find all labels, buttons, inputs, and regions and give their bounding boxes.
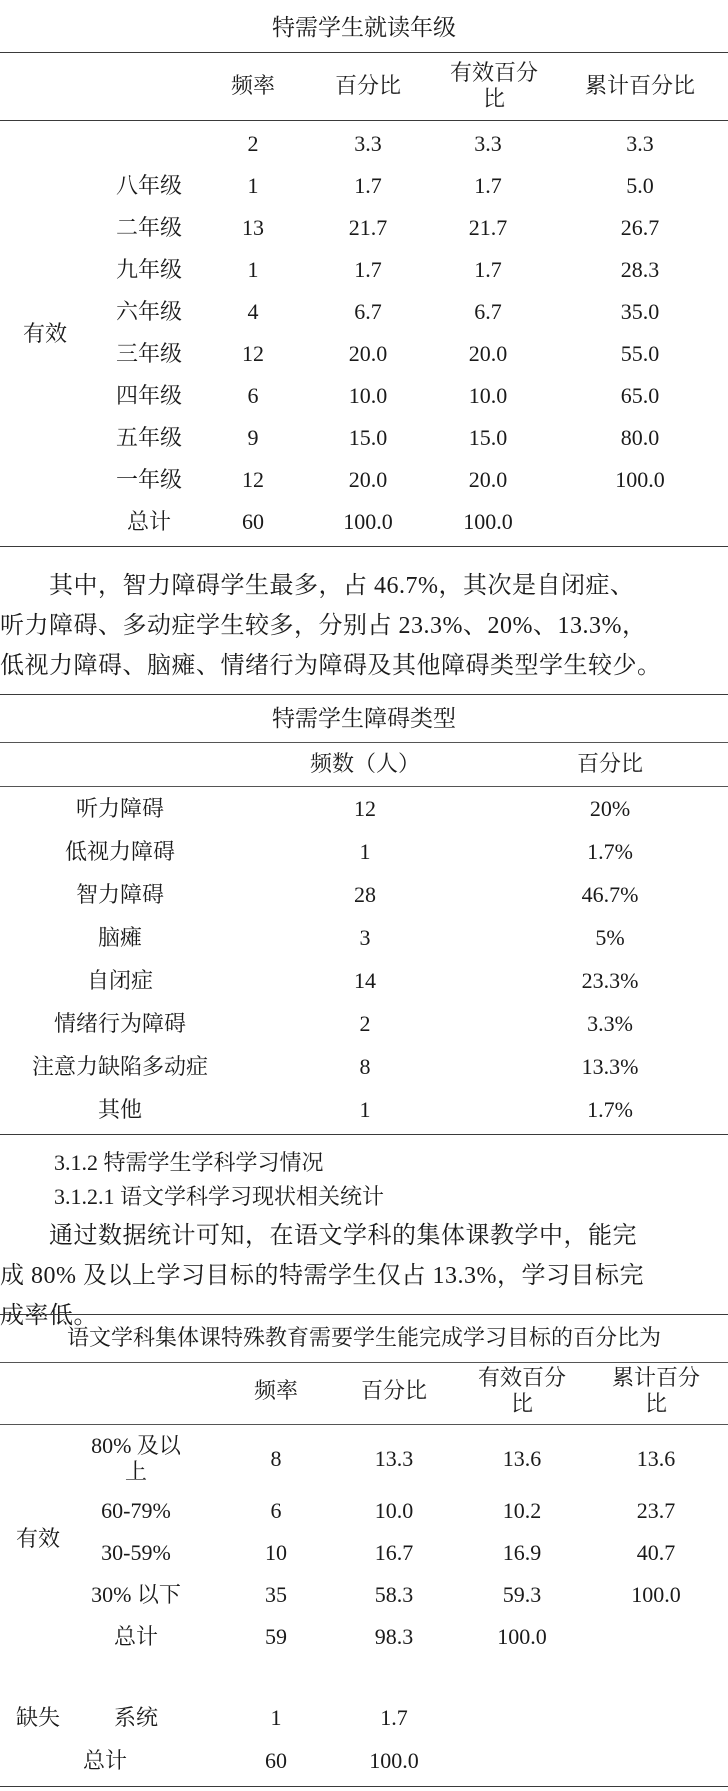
table-rule: [0, 1362, 728, 1363]
freq-cell: 8: [270, 1446, 282, 1471]
row-label: 智力障碍: [75, 882, 164, 907]
valid-percent-cell: 20.0: [468, 341, 508, 366]
table-rule: [0, 694, 728, 695]
row-label: 脑瘫: [97, 925, 142, 950]
row-label: 60-79%: [101, 1498, 171, 1523]
cumulative-percent-cell: 28.3: [620, 257, 660, 282]
table-rule: [0, 742, 728, 743]
freq-cell: 1: [247, 257, 259, 282]
percent-cell: 100.0: [343, 509, 393, 534]
valid-percent-cell: 10.0: [468, 383, 508, 408]
table-rule: [0, 52, 728, 53]
percent-cell: 16.7: [374, 1540, 414, 1565]
row-label: 总计: [126, 509, 171, 534]
percent-cell: 1.7: [354, 173, 382, 198]
cumulative-percent-cell: 26.7: [620, 215, 660, 240]
row-label: [90, 124, 208, 164]
column-header: 频数（人）: [309, 751, 420, 776]
paragraph-line: 通过数据统计可知，在语文学科的集体课教学中，能完: [0, 1223, 637, 1249]
section-heading: 3.1.2 特需学生学科学习情况: [54, 1150, 324, 1175]
paragraph-line: 成率低。: [0, 1303, 98, 1329]
freq-cell: 60: [265, 1748, 287, 1773]
cumulative-percent-cell: 80.0: [620, 425, 660, 450]
row-label: 四年级: [115, 383, 182, 408]
freq-cell: 4: [247, 299, 259, 324]
table-rule: [0, 546, 728, 547]
cumulative-percent-cell: 35.0: [620, 299, 660, 324]
column-header: 有效百分比: [449, 60, 538, 111]
valid-percent-cell: 21.7: [468, 215, 508, 240]
percent-cell: 5%: [595, 925, 625, 950]
valid-percent-cell: 1.7: [474, 257, 502, 282]
row-label: 二年级: [115, 215, 182, 240]
column-header: 有效百分比: [477, 1365, 566, 1416]
table-title: 语文学科集体课特殊教育需要学生能完成学习目标的百分比为: [66, 1325, 661, 1350]
freq-cell: 12: [242, 467, 264, 492]
percent-cell: 20.0: [348, 341, 388, 366]
row-label: 系统: [113, 1705, 158, 1730]
freq-cell: 28: [354, 882, 376, 907]
percent-cell: 23.3%: [581, 968, 639, 993]
paragraph-line: 低视力障碍、脑瘫、情绪行为障碍及其他障碍类型学生较少。: [0, 653, 662, 679]
valid-percent-cell: 15.0: [468, 425, 508, 450]
freq-cell: 3: [359, 925, 371, 950]
freq-cell: 12: [242, 341, 264, 366]
row-label: 总计: [82, 1748, 127, 1773]
percent-cell: 1.7: [354, 257, 382, 282]
row-label: 其他: [97, 1097, 142, 1122]
table-title: 特需学生就读年级: [272, 15, 456, 40]
freq-cell: 59: [265, 1624, 287, 1649]
freq-cell: 2: [359, 1011, 371, 1036]
freq-cell: 9: [247, 425, 259, 450]
cumulative-percent-cell: [560, 502, 720, 542]
percent-cell: 1.7%: [587, 839, 633, 864]
cumulative-percent-cell: 5.0: [626, 173, 654, 198]
freq-cell: 13: [242, 215, 264, 240]
percent-cell: 13.3%: [581, 1054, 639, 1079]
valid-percent-cell: 13.6: [502, 1446, 542, 1471]
percent-cell: 3.3%: [587, 1011, 633, 1036]
table-rule: [0, 786, 728, 787]
percent-cell: 98.3: [374, 1624, 414, 1649]
percent-cell: 10.0: [374, 1498, 414, 1523]
row-label: 三年级: [115, 341, 182, 366]
valid-percent-cell: 20.0: [468, 467, 508, 492]
freq-cell: 10: [265, 1540, 287, 1565]
percent-cell: 3.3: [354, 131, 382, 156]
row-label: 情绪行为障碍: [53, 1011, 186, 1036]
cumulative-percent-cell: 40.7: [636, 1540, 676, 1565]
freq-cell: 1: [359, 1097, 371, 1122]
percent-cell: 20.0: [348, 467, 388, 492]
row-label: 听力障碍: [75, 796, 164, 821]
valid-percent-cell: 1.7: [474, 173, 502, 198]
freq-cell: 8: [359, 1054, 371, 1079]
percent-cell: 1.7: [380, 1705, 408, 1730]
row-group-label: 有效: [15, 1526, 60, 1551]
percent-cell: 15.0: [348, 425, 388, 450]
cumulative-percent-cell: 3.3: [626, 131, 654, 156]
row-group-label: 有效: [22, 321, 67, 346]
cumulative-percent-cell: 13.6: [636, 1446, 676, 1471]
row-label: 八年级: [115, 173, 182, 198]
body-paragraph: [0, 566, 728, 686]
row-label: 一年级: [115, 467, 182, 492]
valid-percent-cell: 10.2: [502, 1498, 542, 1523]
freq-cell: 12: [354, 796, 376, 821]
row-label: 30-59%: [101, 1540, 171, 1565]
column-header: 频率: [230, 73, 275, 98]
percent-cell: 100.0: [369, 1748, 419, 1773]
valid-percent-cell: 6.7: [474, 299, 502, 324]
percent-cell: 20%: [589, 796, 631, 821]
row-group-label: 缺失: [15, 1705, 60, 1730]
paragraph-line: 听力障碍、多动症学生较多，分别占 23.3%、20%、13.3%，: [0, 613, 647, 639]
row-label: 注意力缺陷多动症: [31, 1054, 208, 1079]
percent-cell: 58.3: [374, 1582, 414, 1607]
column-header: 累计百分比: [584, 73, 695, 98]
percent-cell: 10.0: [348, 383, 388, 408]
paragraph-line: 成 80% 及以上学习目标的特需学生仅占 13.3%，学习目标完: [0, 1263, 644, 1289]
valid-percent-cell: 16.9: [502, 1540, 542, 1565]
table-rule: [0, 1314, 728, 1315]
row-label: 自闭症: [86, 968, 153, 993]
column-header: 百分比: [334, 73, 401, 98]
percent-cell: 13.3: [374, 1446, 414, 1471]
valid-percent-cell: 100.0: [497, 1624, 547, 1649]
table-rule: [0, 120, 728, 121]
column-header: 频率: [253, 1378, 298, 1403]
cumulative-percent-cell: 100.0: [615, 467, 665, 492]
row-label: 总计: [113, 1624, 158, 1649]
cumulative-percent-cell: [604, 1616, 708, 1658]
freq-cell: 1: [270, 1705, 282, 1730]
row-label: 80% 及以上: [91, 1433, 181, 1484]
freq-cell: 6: [247, 383, 259, 408]
freq-cell: 60: [242, 509, 264, 534]
column-header: 百分比: [360, 1378, 427, 1403]
freq-cell: 1: [359, 839, 371, 864]
valid-percent-cell: 3.3: [474, 131, 502, 156]
row-label: 30% 以下: [91, 1582, 181, 1607]
freq-cell: 35: [265, 1582, 287, 1607]
row-label: 六年级: [115, 299, 182, 324]
cumulative-percent-cell: 23.7: [636, 1498, 676, 1523]
freq-cell: 2: [247, 131, 259, 156]
freq-cell: 6: [270, 1498, 282, 1523]
cumulative-percent-cell: 65.0: [620, 383, 660, 408]
paragraph-line: 其中，智力障碍学生最多，占 46.7%，其次是自闭症、: [0, 573, 635, 599]
table-title: 特需学生障碍类型: [272, 706, 456, 731]
row-label: 低视力障碍: [64, 839, 175, 864]
row-label: 五年级: [115, 425, 182, 450]
percent-cell: 6.7: [354, 299, 382, 324]
row-label: 九年级: [115, 257, 182, 282]
column-header: 百分比: [576, 751, 643, 776]
percent-cell: 46.7%: [581, 882, 639, 907]
table-rule: [0, 1134, 728, 1135]
percent-cell: 21.7: [348, 215, 388, 240]
freq-cell: 1: [247, 173, 259, 198]
table-rule: [0, 1786, 728, 1787]
percent-cell: 1.7%: [587, 1097, 633, 1122]
valid-percent-cell: 100.0: [463, 509, 513, 534]
column-header: 累计百分比: [611, 1365, 700, 1416]
freq-cell: 14: [354, 968, 376, 993]
valid-percent-cell: 59.3: [502, 1582, 542, 1607]
table-rule: [0, 1424, 728, 1425]
cumulative-percent-cell: 55.0: [620, 341, 660, 366]
cumulative-percent-cell: 100.0: [631, 1582, 681, 1607]
subsection-heading: 3.1.2.1 语文学科学习现状相关统计: [54, 1184, 385, 1209]
